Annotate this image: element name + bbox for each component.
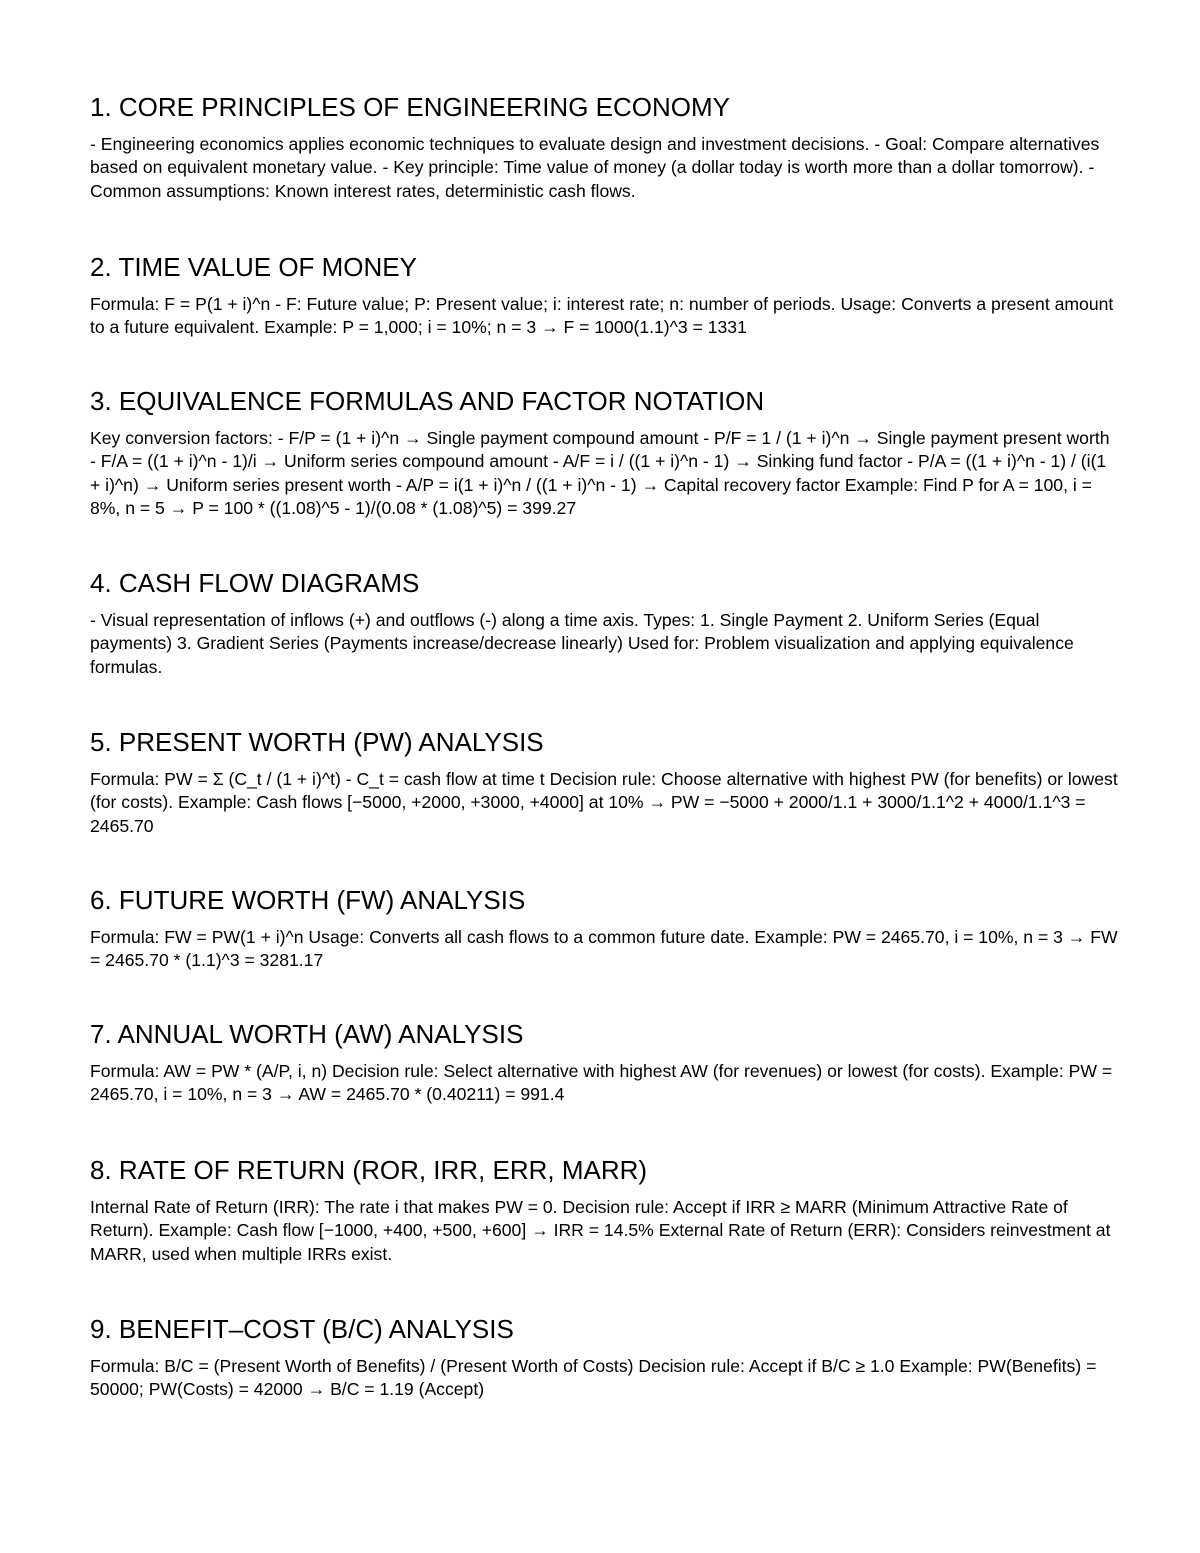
section-body: Internal Rate of Return (IRR): The rate i that makes PW = 0. Decision rule: Accept if IRR ≥ MARR (Minimum Attractive Rate of Return). Example: Cash flow [−1000, +400, +500, +600] → IRR = 14.5% External Rate of Return (ERR): Considers reinvestment at MARR, used when multiple IRRs exist. (90, 1197, 1111, 1264)
section-heading: 2. TIME VALUE OF MONEY (90, 252, 417, 282)
section-present-worth (90, 726, 1120, 838)
section-body: Formula: F = P(1 + i)^n - F: Future value; P: Present value; i: interest rate; n: number of periods. Usage: Converts a present amount to a future equivalent. Example: P = 1,000; i = 10%; n = 3 → F = 1000(1.1)^3 = 1331 (90, 294, 1114, 338)
section-heading: 3. EQUIVALENCE FORMULAS AND FACTOR NOTATION (90, 386, 765, 416)
section-heading: 5. PRESENT WORTH (PW) ANALYSIS (90, 727, 544, 757)
section-annual-worth (90, 1018, 1120, 1107)
section-time-value-of-money (90, 251, 1120, 340)
section-heading: 7. ANNUAL WORTH (AW) ANALYSIS (90, 1019, 524, 1049)
section-body: - Engineering economics applies economic techniques to evaluate design and investment decisions. - Goal: Compare alternatives based on equivalent monetary value. - Key principle: Time value of money (a dollar today is worth more than a dollar tomorrow). - Common assumptions: Known interest rates, deterministic cash flows. (90, 134, 1100, 201)
section-body: - Visual representation of inflows (+) and outflows (-) along a time axis. Types: 1. Single Payment 2. Uniform Series (Equal payments) 3. Gradient Series (Payments increase/decrease linearly) Used for: Problem visualization and applying equivalence formulas. (90, 610, 1074, 677)
section-core-principles (90, 91, 1120, 203)
section-body: Formula: AW = PW * (A/P, i, n) Decision rule: Select alternative with highest AW (for revenues) or lowest (for costs). Example: PW = 2465.70, i = 10%, n = 3 → AW = 2465.70 * (0.40211) = 991.4 (90, 1061, 1113, 1105)
section-heading: 9. BENEFIT–COST (B/C) ANALYSIS (90, 1314, 514, 1344)
section-cash-flow-diagrams (90, 567, 1120, 679)
section-heading: 1. CORE PRINCIPLES OF ENGINEERING ECONOMY (90, 92, 730, 122)
section-rate-of-return (90, 1154, 1120, 1266)
section-body: Formula: FW = PW(1 + i)^n Usage: Converts all cash flows to a common future date. Example: PW = 2465.70, i = 10%, n = 3 → FW = 2465.70 * (1.1)^3 = 3281.17 (90, 927, 1118, 971)
section-heading: 4. CASH FLOW DIAGRAMS (90, 568, 420, 598)
section-body: Formula: B/C = (Present Worth of Benefits) / (Present Worth of Costs) Decision rule: Accept if B/C ≥ 1.0 Example: PW(Benefits) = 50000; PW(Costs) = 42000 → B/C = 1.19 (Accept) (90, 1356, 1097, 1400)
section-heading: 8. RATE OF RETURN (ROR, IRR, ERR, MARR) (90, 1155, 648, 1185)
section-future-worth (90, 884, 1120, 973)
section-body: Key conversion factors: - F/P = (1 + i)^n → Single payment compound amount - P/F = 1 / (1 + i)^n → Single payment present worth - F/A = ((1 + i)^n - 1)/i → Uniform series compound amount - A/F = i / ((1 + i)^n - 1) → Sinking fund factor - P/A = ((1 + i)^n - 1) / (i(1 + i)^n) → Uniform series present worth - A/P = i(1 + i)^n / ((1 + i)^n - 1) → Capital recovery factor Example: Find P for A = 100, i = 8%, n = 5 → P = 100 * ((1.08)^5 - 1)/(0.08 * (1.08)^5) = 399.27 (90, 428, 1110, 518)
section-equivalence-formulas (90, 385, 1120, 520)
section-heading: 6. FUTURE WORTH (FW) ANALYSIS (90, 885, 526, 915)
section-benefit-cost (90, 1313, 1120, 1402)
section-body: Formula: PW = Σ (C_t / (1 + i)^t) - C_t = cash flow at time t Decision rule: Choose alternative with highest PW (for benefits) or lowest (for costs). Example: Cash flows [−5000, +2000, +3000, +4000] at 10% → PW = −5000 + 2000/1.1 + 3000/1.1^2 + 4000/1.1^3 = 2465.70 (90, 769, 1118, 836)
